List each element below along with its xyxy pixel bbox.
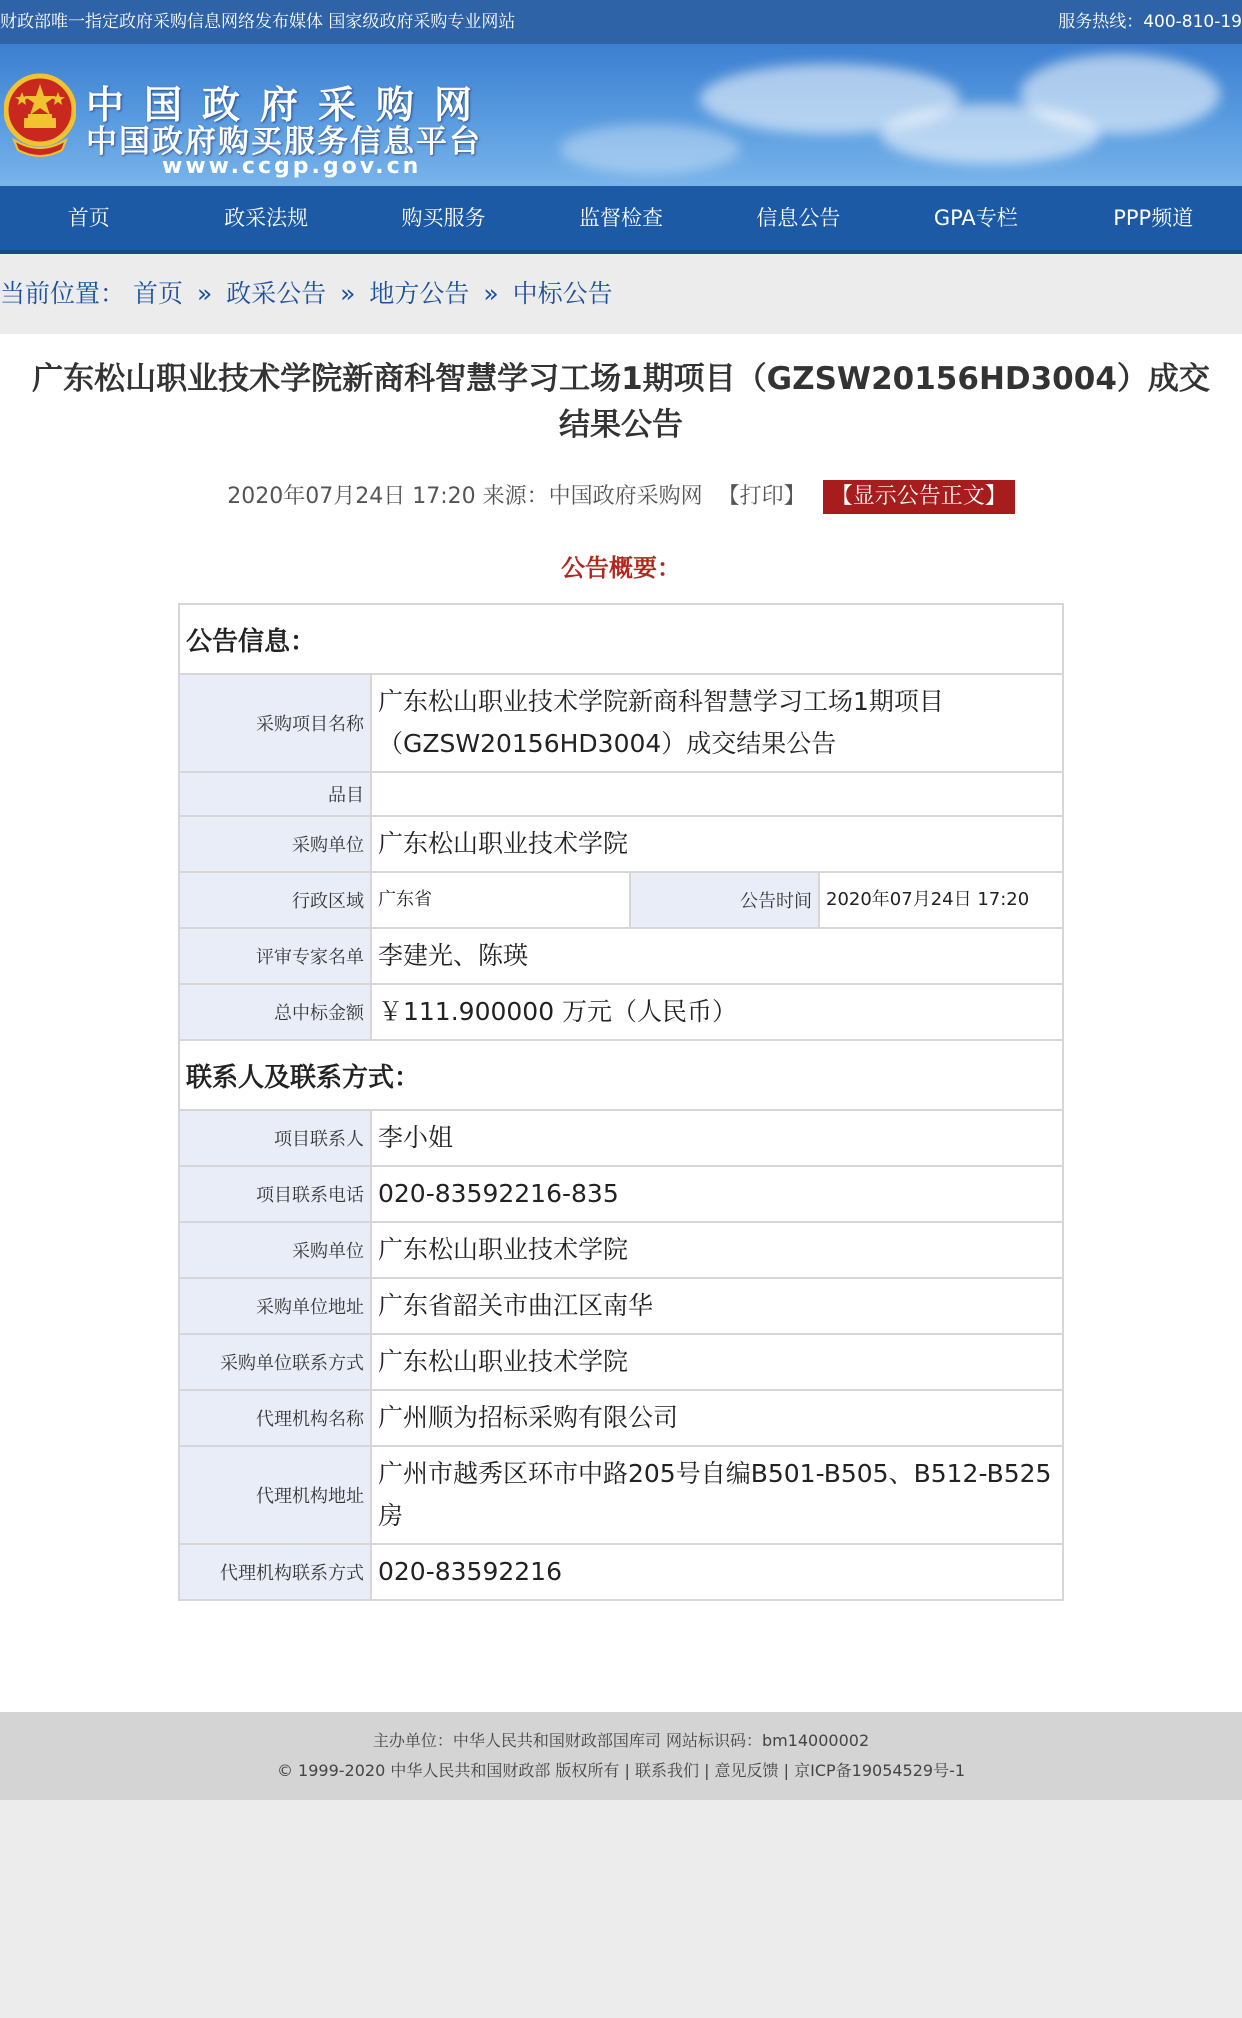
region-value: 广东省 (371, 872, 630, 928)
field-label: 代理机构名称 (179, 1390, 371, 1446)
amount-value: ￥111.900000 万元（人民币） (371, 984, 1063, 1040)
experts-value: 李建光、陈瑛 (371, 928, 1063, 984)
table-row (179, 872, 1063, 928)
table-row (179, 1222, 1063, 1278)
national-emblem-icon (4, 70, 76, 160)
main-nav (0, 186, 1242, 254)
table-row (179, 816, 1063, 872)
field-label: 项目联系人 (179, 1110, 371, 1166)
agency-value: 广州顺为招标采购有限公司 (371, 1390, 1063, 1446)
announcement-table (178, 603, 1064, 1601)
page-bottom-space (0, 1800, 1242, 2018)
field-label: 采购项目名称 (179, 674, 371, 772)
field-label: 采购单位联系方式 (179, 1334, 371, 1390)
table-row (179, 1390, 1063, 1446)
buyer-contact-value: 广东松山职业技术学院 (371, 1334, 1063, 1390)
buyer-value: 广东松山职业技术学院 (371, 816, 1063, 872)
phone-value: 020-83592216-835 (371, 1166, 1063, 1222)
table-row (179, 984, 1063, 1040)
field-label: 采购单位 (179, 816, 371, 872)
logo-subtitle: 中国政府购买服务信息平台 (86, 124, 482, 160)
breadcrumb-award[interactable]: 中标公告 (512, 279, 613, 308)
slogan-text: 财政部唯一指定政府采购信息网络发布媒体 国家级政府采购专业网站 (0, 12, 516, 32)
service-hotline: 服务热线：400-810-19 (1058, 12, 1242, 32)
breadcrumb-local[interactable]: 地方公告 (369, 279, 470, 308)
breadcrumb-home[interactable]: 首页 (132, 279, 183, 308)
project-name-value: 广东松山职业技术学院新商科智慧学习工场1期项目（GZSW20156HD3004）成交结果公告 (371, 674, 1063, 772)
field-label: 采购单位地址 (179, 1278, 371, 1334)
publish-info: 2020年07月24日 17:20 来源：中国政府采购网 (227, 484, 703, 509)
table-row (179, 604, 1063, 674)
table-row (179, 1278, 1063, 1334)
table-row (179, 1544, 1063, 1600)
article-main (0, 334, 1242, 1712)
table-row (179, 1040, 1063, 1110)
top-info-bar (0, 0, 1242, 44)
nav-item-supervision[interactable]: 监督检查 (578, 206, 663, 230)
field-label: 采购单位 (179, 1222, 371, 1278)
breadcrumb (0, 254, 1242, 334)
site-footer (0, 1712, 1242, 1800)
field-label: 品目 (179, 772, 371, 816)
agency-contact-value: 020-83592216 (371, 1544, 1063, 1600)
nav-item-home[interactable]: 首页 (67, 206, 110, 230)
category-value (371, 772, 1063, 816)
site-banner (0, 44, 1242, 186)
section-title: 公告信息： (179, 604, 1063, 674)
pubtime-value: 2020年07月24日 17:20 (819, 872, 1063, 928)
breadcrumb-sep: » (483, 279, 499, 308)
breadcrumb-procurement[interactable]: 政采公告 (226, 279, 327, 308)
table-row (179, 1334, 1063, 1390)
print-button[interactable]: 【打印】 (717, 484, 806, 509)
nav-item-purchase-services[interactable]: 购买服务 (401, 206, 486, 230)
table-row (179, 772, 1063, 816)
buyer2-value: 广东松山职业技术学院 (371, 1222, 1063, 1278)
page-title: 广东松山职业技术学院新商科智慧学习工场1期项目（GZSW20156HD3004）成交结果公告 (32, 361, 1210, 443)
show-body-button[interactable]: 【显示公告正文】 (823, 480, 1015, 514)
nav-item-ppp[interactable]: PPP频道 (1113, 206, 1194, 230)
breadcrumb-sep: » (196, 279, 213, 308)
table-row (179, 1446, 1063, 1544)
table-row (179, 928, 1063, 984)
field-label: 公告时间 (630, 872, 819, 928)
field-label: 评审专家名单 (179, 928, 371, 984)
breadcrumb-sep: » (340, 279, 356, 308)
agency-address-value: 广州市越秀区环市中路205号自编B501-B505、B512-B525房 (371, 1446, 1063, 1544)
nav-item-regulations[interactable]: 政采法规 (224, 206, 309, 230)
field-label: 代理机构联系方式 (179, 1544, 371, 1600)
footer-copyright: © 1999-2020 中华人民共和国财政部 版权所有 | 联系我们 | 意见反馈 | 京ICP备19054529号-1 (276, 1761, 966, 1780)
nav-item-gpa[interactable]: GPA专栏 (933, 206, 1018, 230)
logo-url: www.ccgp.gov.cn (162, 154, 422, 179)
footer-sponsor: 主办单位：中华人民共和国财政部国库司 网站标识码：bm14000002 (372, 1731, 870, 1750)
breadcrumb-prefix: 当前位置： (0, 279, 126, 308)
field-label: 行政区域 (179, 872, 371, 928)
table-row (179, 674, 1063, 772)
buyer-address-value: 广东省韶关市曲江区南华 (371, 1278, 1063, 1334)
field-label: 代理机构地址 (179, 1446, 371, 1544)
section-title: 联系人及联系方式： (179, 1040, 1063, 1110)
logo-title: 中国政府采购网 (86, 83, 493, 127)
article-meta (0, 480, 1242, 514)
field-label: 项目联系电话 (179, 1166, 371, 1222)
field-label: 总中标金额 (179, 984, 371, 1040)
table-row (179, 1110, 1063, 1166)
table-row (179, 1166, 1063, 1222)
nav-item-announcements[interactable]: 信息公告 (756, 206, 841, 230)
overview-heading: 公告概要： (561, 554, 681, 582)
contact-value: 李小姐 (371, 1110, 1063, 1166)
